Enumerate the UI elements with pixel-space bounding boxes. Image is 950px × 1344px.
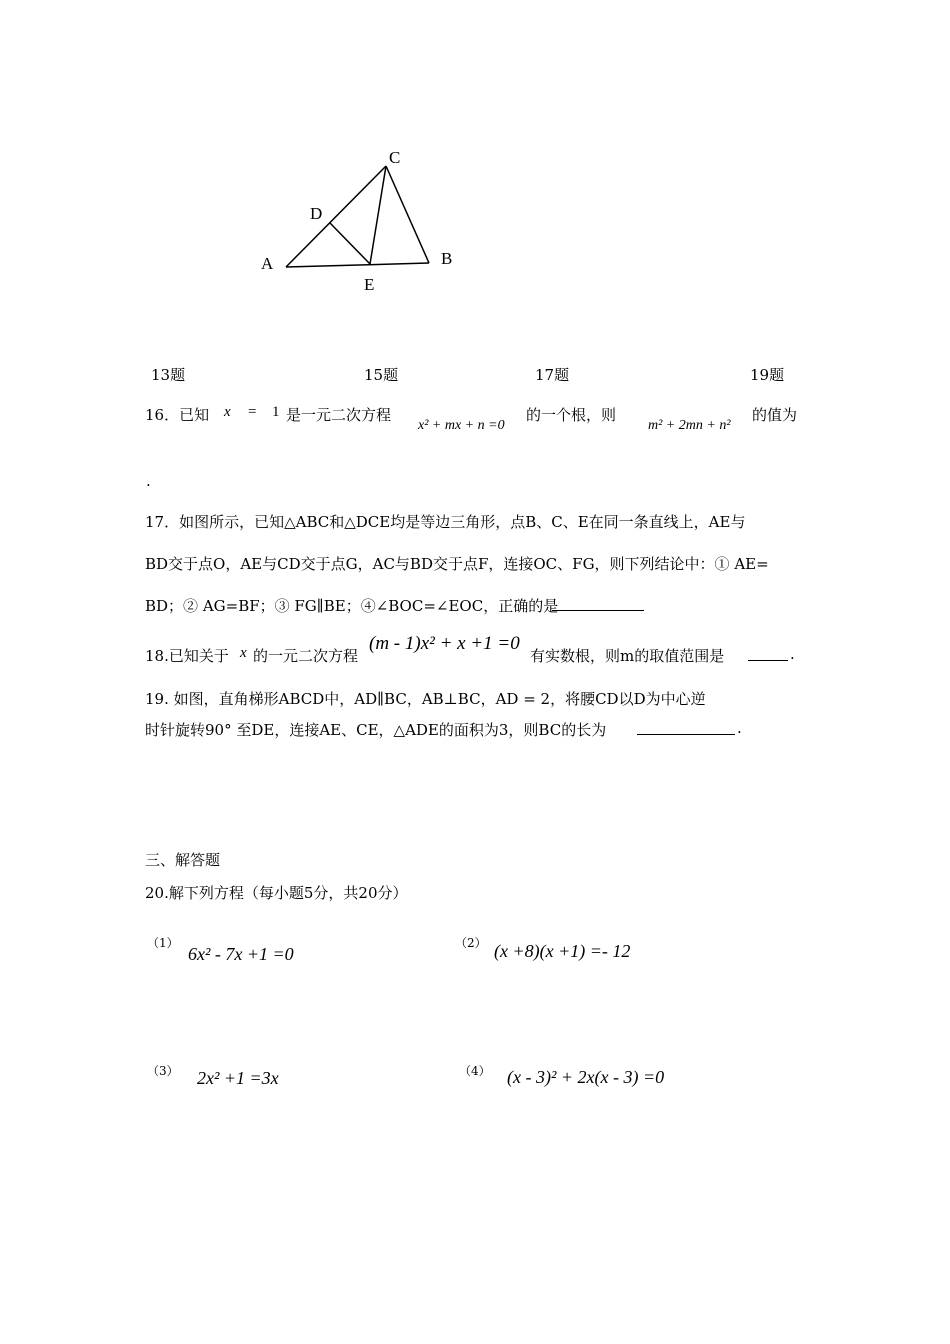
caption-19: 19题: [750, 366, 785, 384]
q16-val: 1: [272, 404, 280, 420]
segment-DE: [330, 223, 370, 264]
q20-item2-num: （2）: [455, 936, 487, 950]
q16-expression: m² + 2mn + n²: [648, 418, 731, 433]
point-label-E: E: [364, 275, 375, 294]
q17-answer-blank[interactable]: [552, 609, 644, 611]
q16-mid: 是一元二次方程: [286, 406, 392, 424]
q16-prefix: 16．已知: [145, 406, 210, 424]
q20-item4-eq: (x - 3)² + 2x(x - 3) =0: [507, 1067, 665, 1087]
section-title: 三、解答题: [145, 851, 221, 869]
point-label-C: C: [389, 148, 401, 167]
q19-answer-blank[interactable]: [637, 733, 735, 735]
point-label-D: D: [310, 204, 323, 223]
q20-item3-eq: 2x² +1 =3x: [197, 1068, 279, 1088]
q18-suffix: 有实数根，则m的取值范围是: [530, 647, 725, 665]
q18-var: x: [240, 645, 247, 661]
q17-line2: BD交于点O，AE与CD交于点G，AC与BD交于点F，连接OC、FG，则下列结论中：① AE=: [145, 555, 769, 573]
point-label-B: B: [441, 249, 453, 268]
q20-item1-num: （1）: [147, 936, 179, 950]
q20-item1-eq: 6x² - 7x +1 =0: [188, 944, 294, 964]
q19-end: .: [737, 719, 742, 737]
q16-var: x: [224, 404, 231, 420]
q17-line1: 17．如图所示，已知△ABC和△DCE均是等边三角形，点B、C、E在同一条直线上，AE与: [145, 513, 746, 531]
segment-AC: [286, 166, 386, 267]
q20-item3-num: （3）: [147, 1064, 179, 1078]
q20-item4-num: （4）: [459, 1064, 491, 1078]
q18-answer-blank[interactable]: [748, 659, 788, 661]
caption-15: 15题: [364, 366, 399, 384]
q20-item2-eq: (x +8)(x +1) =- 12: [494, 941, 631, 961]
caption-13: 13题: [151, 366, 186, 384]
q18-end: .: [790, 645, 795, 663]
q16-suffix: 的值为: [752, 406, 798, 424]
q16-end: .: [146, 472, 151, 490]
q19-line1: 19. 如图，直角梯形ABCD中，AD∥BC，AB⊥BC，AD = 2，将腰CD以D为中心逆: [145, 690, 706, 708]
segment-CB: [386, 166, 429, 263]
q18-equation: (m - 1)x² + x +1 =0: [369, 633, 520, 654]
segment-AB: [286, 263, 429, 267]
q16-eq: =: [248, 404, 257, 420]
q16-equation: x² + mx + n =0: [418, 418, 505, 433]
q18-prefix: 18.已知关于: [145, 647, 229, 665]
point-label-A: A: [261, 254, 274, 273]
q18-mid: 的一元二次方程: [253, 647, 359, 665]
q17-line3: BD；② AG=BF；③ FG∥BE；④∠BOC=∠EOC，正确的是: [145, 597, 559, 615]
q19-line2: 时针旋转90° 至DE，连接AE、CE，△ADE的面积为3，则BC的长为: [145, 721, 607, 739]
caption-17: 17题: [535, 366, 570, 384]
q16-mid2: 的一个根，则: [526, 406, 617, 424]
q20-title: 20.解下列方程（每小题5分，共20分）: [145, 884, 408, 902]
